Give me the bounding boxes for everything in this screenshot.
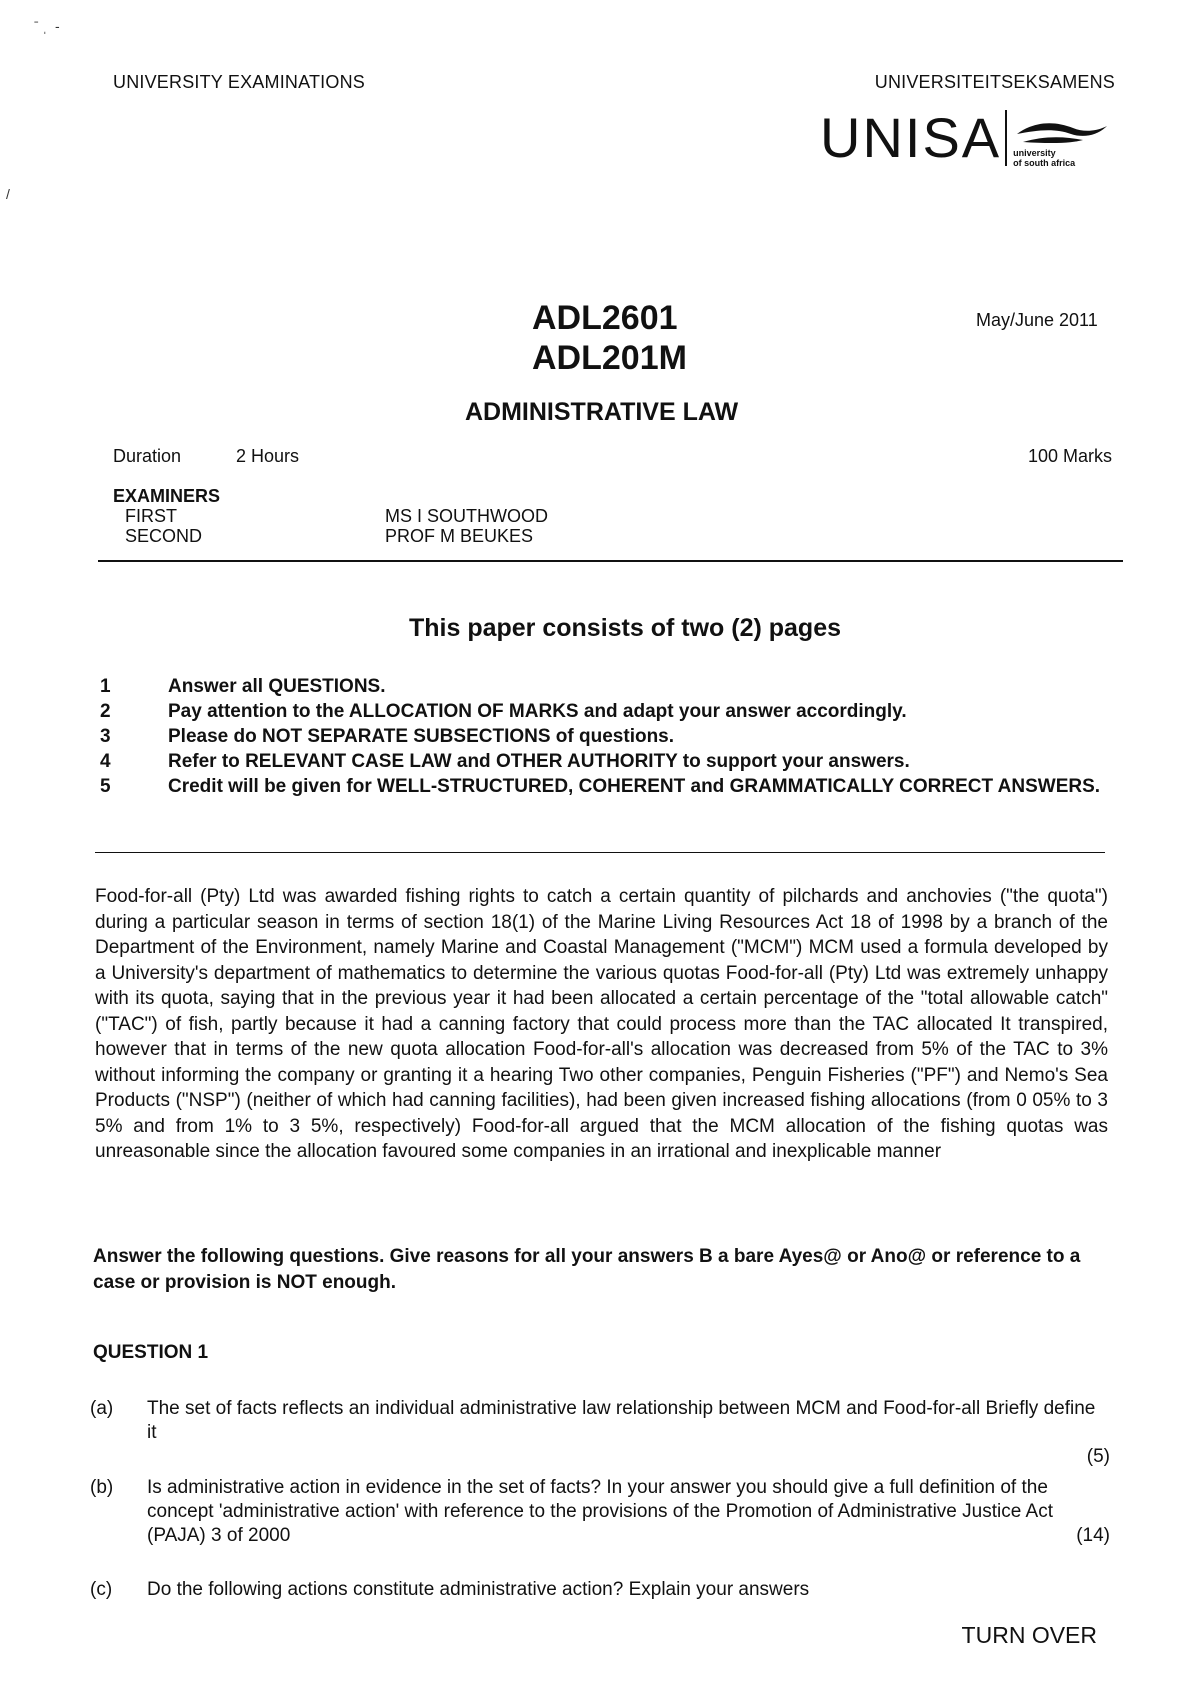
answer-instruction: Answer the following questions. Give reasons for all your answers B a bare Ayes@ or Ano@ or reference to a case or provision is NOT enough. — [93, 1246, 1081, 1293]
question-item — [90, 1476, 1110, 1548]
exam-date: May/June 2011 — [976, 310, 1098, 330]
facts-paragraph: Food-for-all (Pty) Ltd was awarded fishing rights to catch a certain quantity of pilchards and anchovies ("the quota") during a particular season in terms of section 18(1) of the Marine Living Resources Act 18 of 1998 by a branch of the Department of the Environment, namely Marine and Coastal Management ("MCM") MCM used a formula developed by a University's department of mathematics to determine the various quotas Food-for-all (Pty) Ltd was extremely unhappy with its quota, saying that in the previous year it had been allocated a certain percentage of the "total allowable catch" ("TAC") of fish, partly because it had a canning factory that could process more than the TAC allocated It transpired, however that in terms of the new quota allocation Food-for-all's allocation was decreased from 5% of the TAC to 3% without informing the company or granting it a hearing Two other companies, Penguin Fisheries ("PF") and Nemo's Sea Products ("NSP") (neither of which had canning facilities), had been given increased fishing allocations (from 0 05% to 3 5% and from 1% to 3 5%, respectively) Food-for-all argued that the MCM allocation of the fishing quotas was unreasonable since the allocation favoured some companies in an irrational and inexplicable manner — [95, 886, 1108, 1162]
examiner-role: SECOND — [125, 526, 203, 546]
instruction-number: 5 — [100, 776, 111, 797]
instruction-text: Refer to RELEVANT CASE LAW and OTHER AUTHORITY to support your answers. — [168, 751, 910, 772]
examiner-name: PROF M BEUKES — [385, 526, 534, 546]
question-text: Do the following actions constitute administrative action? Explain your answers — [147, 1579, 810, 1600]
examiner-name: MS I SOUTHWOOD — [385, 506, 548, 526]
scan-speck: ˉ ˌ - — [34, 18, 60, 34]
question-marks: (14) — [1076, 1525, 1110, 1546]
subject-title: ADMINISTRATIVE LAW — [465, 398, 739, 426]
divider-rule — [98, 560, 1123, 562]
question-item — [90, 1578, 1110, 1602]
question-text: Is administrative action in evidence in the set of facts? In your answer you should give a full definition of the concept 'administrative action' with reference to the provisions of the Promotion of Administrative Justice Act (PAJA) 3 of 2000 — [147, 1477, 1053, 1546]
unisa-logo — [820, 108, 1109, 168]
scan-speck: / — [6, 186, 10, 202]
logo-divider — [1005, 110, 1007, 166]
header-university-examinations: UNIVERSITY EXAMINATIONS — [113, 72, 365, 92]
instruction-text: Pay attention to the ALLOCATION OF MARKS and adapt your answer accordingly. — [168, 701, 907, 722]
instruction-text: Answer all QUESTIONS. — [168, 676, 386, 697]
instruction-item — [100, 774, 1112, 799]
instruction-number: 4 — [100, 751, 111, 772]
instruction-item — [100, 699, 1112, 724]
instruction-item — [100, 674, 1112, 699]
course-code-1: ADL2601 — [532, 299, 678, 337]
question-marks: (5) — [1086, 1446, 1110, 1467]
turn-over-footer: TURN OVER — [961, 1622, 1097, 1648]
instruction-number: 2 — [100, 701, 111, 722]
instruction-number: 3 — [100, 726, 111, 747]
duration-value: 2 Hours — [236, 446, 300, 466]
examiner-row — [113, 526, 548, 546]
question-label: (a) — [90, 1398, 114, 1419]
question-item — [90, 1397, 1110, 1469]
question-label: (b) — [90, 1477, 114, 1498]
header-universiteitseksamens: UNIVERSITEITSEKSAMENS — [874, 72, 1115, 92]
divider-rule — [95, 852, 1105, 853]
instruction-text: Credit will be given for WELL-STRUCTURED, COHERENT and GRAMMATICALLY CORRECT ANSWERS. — [168, 776, 1101, 797]
instructions-list — [100, 674, 1112, 799]
examiner-row — [113, 506, 548, 526]
total-marks: 100 Marks — [1027, 446, 1112, 466]
duration-label: Duration — [113, 446, 182, 466]
examiners-block — [113, 486, 548, 546]
examiner-role: FIRST — [125, 506, 177, 526]
logo-subtext-2: of south africa — [1013, 158, 1076, 168]
question-text: The set of facts reflects an individual administrative law relationship between MCM and Food-for-all Briefly define it — [147, 1398, 1096, 1443]
instruction-item — [100, 749, 1112, 774]
logo-wordmark: UNISA — [820, 106, 1002, 169]
pages-notice: This paper consists of two (2) pages — [408, 614, 842, 642]
course-code-2: ADL201M — [532, 339, 687, 377]
logo-emblem — [1013, 108, 1109, 168]
logo-wave-icon — [1013, 118, 1109, 148]
course-codes — [532, 298, 687, 378]
examiners-title: EXAMINERS — [113, 486, 221, 506]
instruction-item — [100, 724, 1112, 749]
logo-subtext-1: university — [1013, 148, 1056, 158]
instruction-text: Please do NOT SEPARATE SUBSECTIONS of questions. — [168, 726, 675, 747]
instruction-number: 1 — [100, 676, 111, 697]
question-label: (c) — [90, 1579, 113, 1600]
question-title: QUESTION 1 — [93, 1342, 209, 1363]
